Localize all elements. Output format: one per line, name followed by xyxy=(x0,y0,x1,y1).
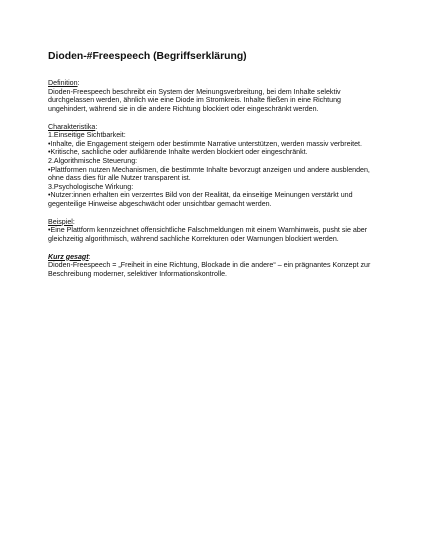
summary-text: Dioden-Freespeech = „Freiheit in eine Richtung, Blockade in die andere“ – ein prägnantes Konzept zur Beschreibung moderner, selektiver Informationskontrolle. xyxy=(48,261,371,278)
summary-colon: : xyxy=(88,252,91,261)
summary-section xyxy=(48,253,374,279)
characteristics-section xyxy=(48,123,374,209)
definition-colon: : xyxy=(77,79,80,87)
example-text: •Eine Plattform kennzeichnet offensichtliche Falschmeldungen mit einem Warnhinweis, pusht sie aber gleichzeitig algorithmisch, während sachliche Korrekturen oder Warnungen blockiert werden. xyxy=(48,226,368,243)
characteristics-heading: Charakteristika xyxy=(48,122,96,131)
example-section xyxy=(48,218,374,244)
definition-heading: Definition xyxy=(48,79,78,87)
example-heading-line xyxy=(48,218,374,227)
characteristics-line: 2.Algorithmische Steuerung: xyxy=(48,156,138,165)
characteristics-line: •Inhalte, die Engagement steigern oder bestimmte Narrative unterstützen, werden massiv verbreitet. xyxy=(48,139,362,148)
definition-section xyxy=(48,79,374,113)
characteristics-line: •Nutzer:innen erhalten ein verzerrtes Bild von der Realität, da einseitige Meinungen verstärkt und gegenteilige Hinweise abgeschwächt oder unsichtbar gemacht werden. xyxy=(48,191,353,208)
characteristics-line: 3.Psychologische Wirkung: xyxy=(48,182,134,191)
characteristics-line: •Kritische, sachliche oder aufklärende Inhalte werden blockiert oder eingeschränkt. xyxy=(48,148,308,157)
document-title: Dioden-#Freespeech (Begriffserklärung) xyxy=(48,51,247,62)
definition-text: Dioden-Freespeech beschreibt ein System der Meinungsverbreitung, bei dem Inhalte selektiv durchgelassen werden, ähnlich wie eine Diode im Stromkreis. Inhalte fließen in eine Richtung ungehindert, während sie in die andere Richtung blockiert oder eingeschränkt werden. xyxy=(48,87,341,113)
example-heading: Beispiel xyxy=(48,217,73,226)
summary-heading: Kurz gesagt xyxy=(48,252,89,261)
definition-heading-line xyxy=(48,79,374,88)
characteristics-colon: : xyxy=(95,122,98,131)
example-colon: : xyxy=(72,217,75,226)
characteristics-heading-line xyxy=(48,123,374,132)
characteristics-line: •Plattformen nutzen Mechanismen, die bestimmte Inhalte bevorzugt anzeigen und andere ausblenden, ohne dass dies für alle Nutzer transparent ist. xyxy=(48,165,370,183)
characteristics-line: 1.Einseitige Sichtbarkeit: xyxy=(48,131,126,140)
summary-heading-line xyxy=(48,253,374,262)
